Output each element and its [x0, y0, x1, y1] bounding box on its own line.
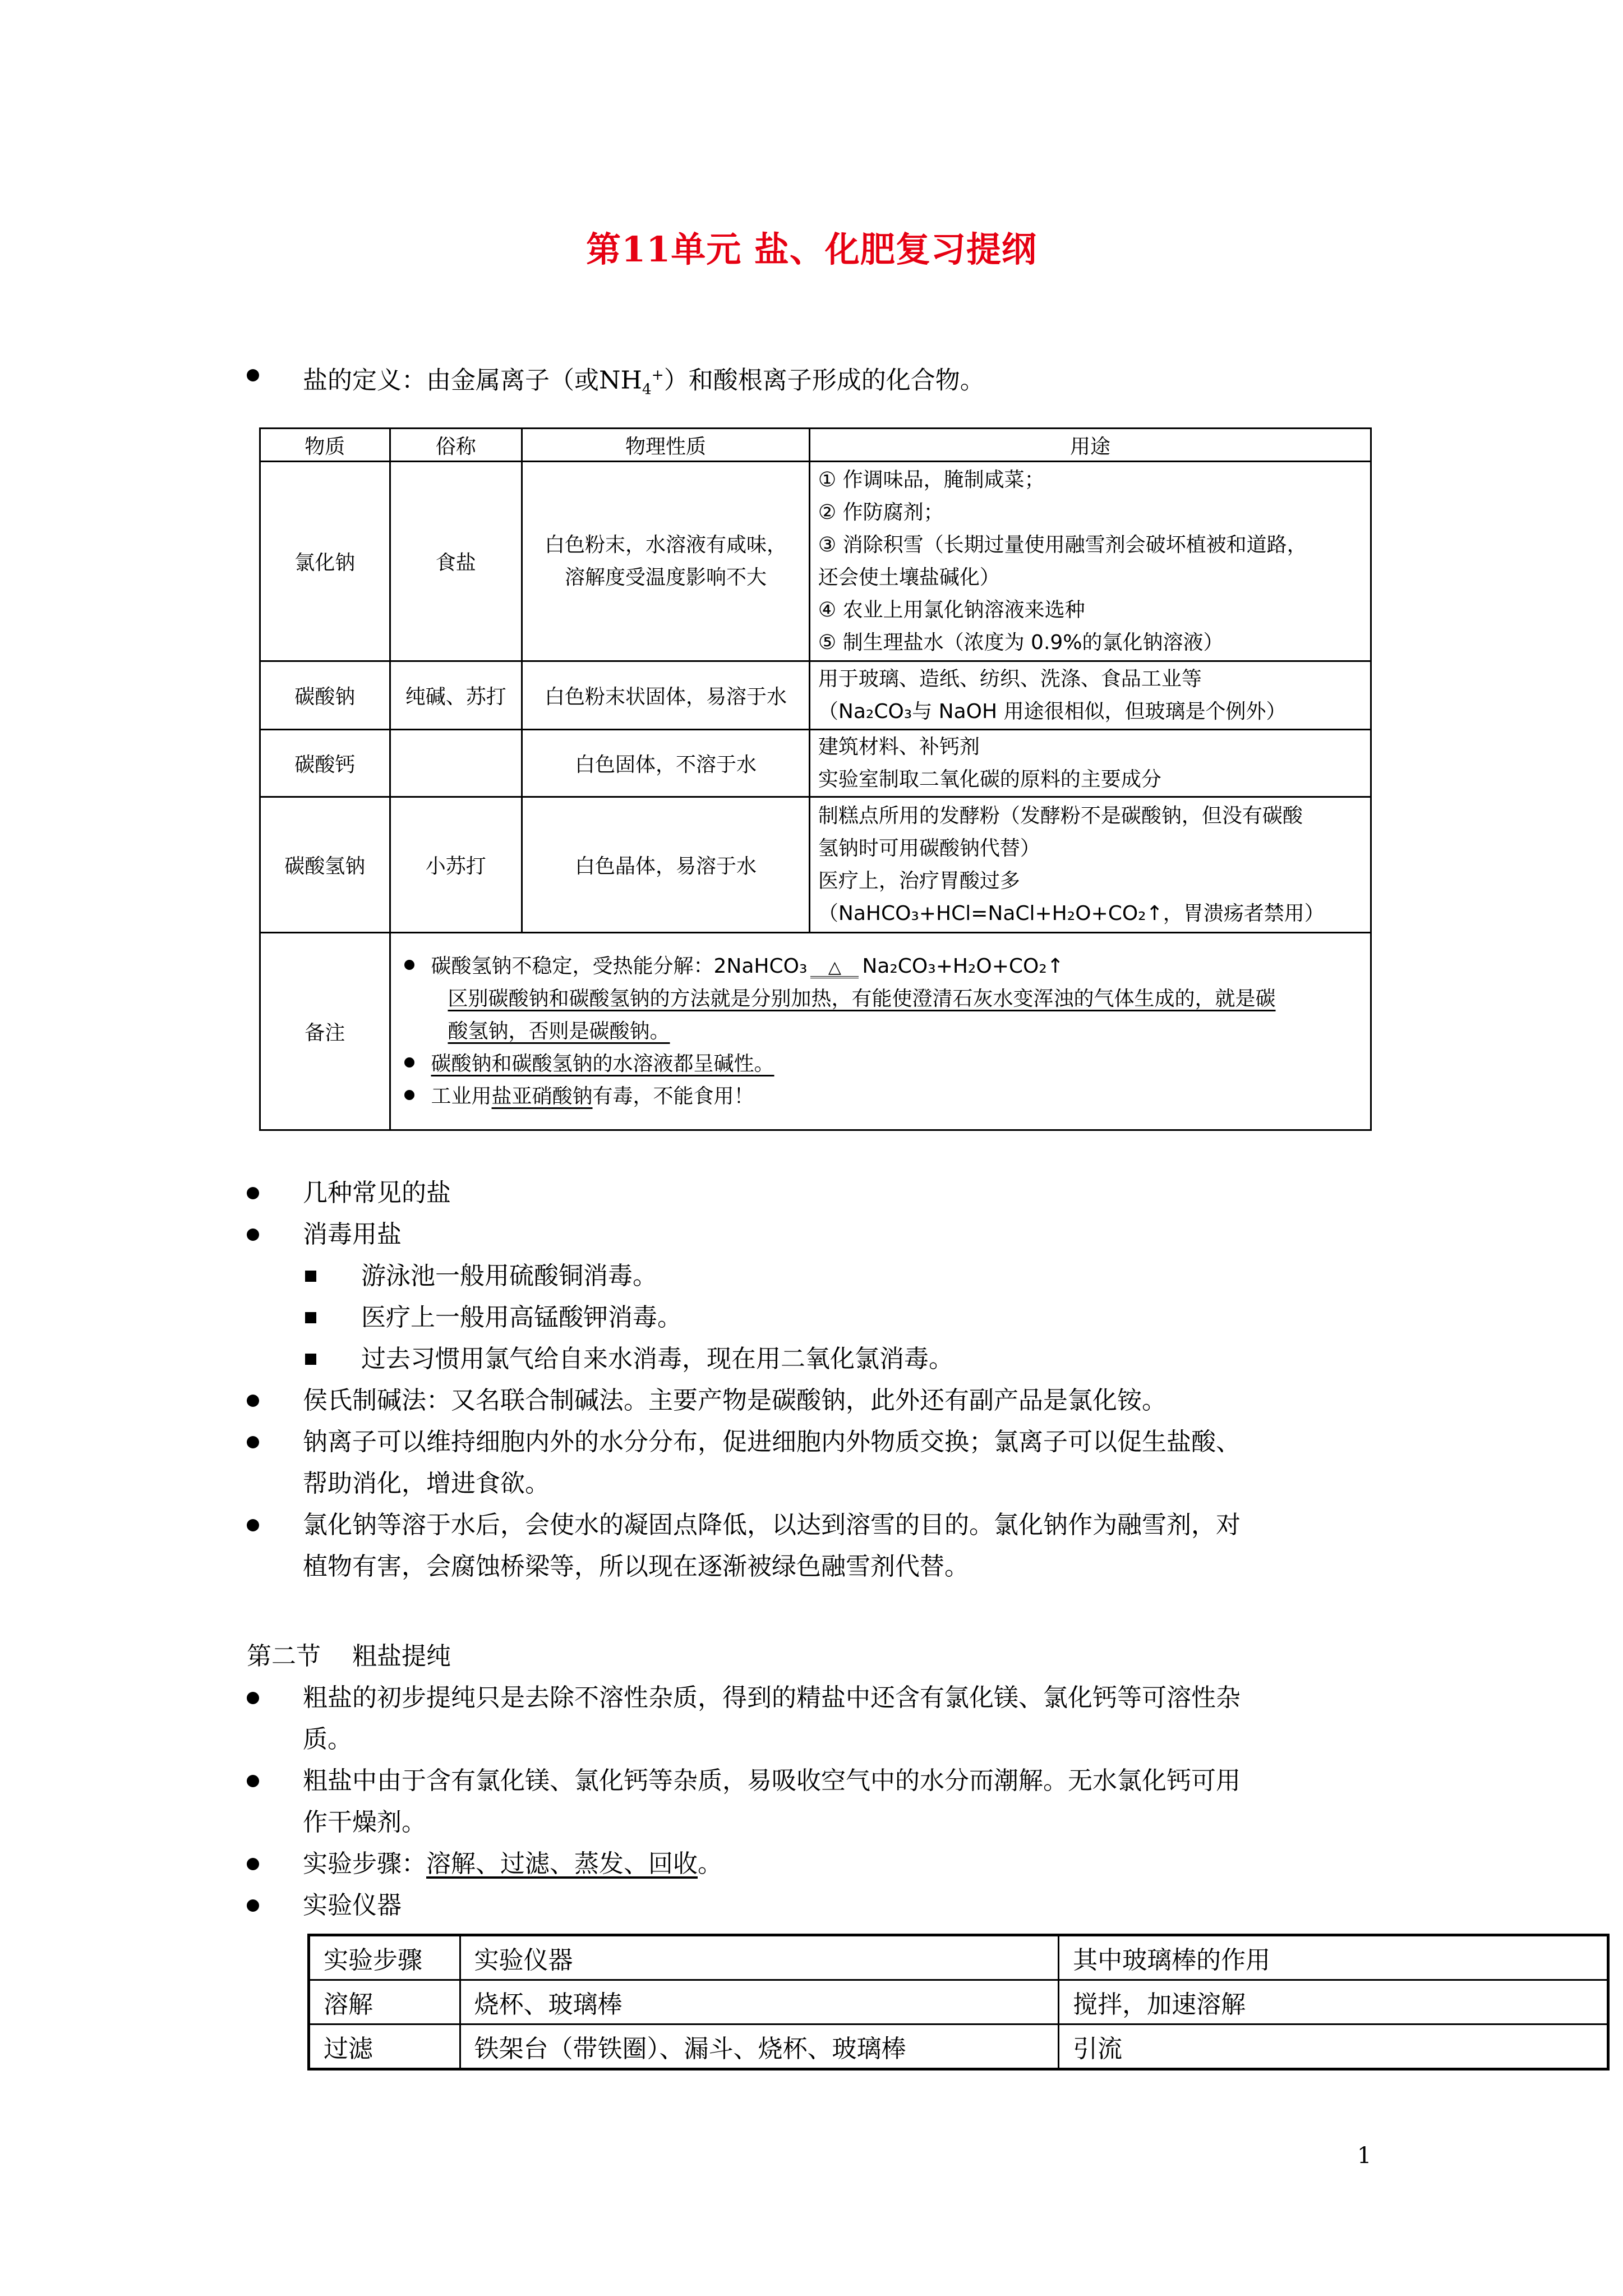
note-4: 工业用盐亚硝酸钠有毒，不能食用！	[404, 1080, 1365, 1113]
list-item: 过去习惯用氯气给自来水消毒，现在用二氧化氯消毒。	[361, 1345, 953, 1373]
header-physical: 物理性质	[522, 429, 810, 462]
cell-uses: 建筑材料、补钙剂 实验室制取二氧化碳的原料的主要成分	[809, 730, 1371, 797]
note-3: 碳酸钠和碳酸氢钠的水溶液都呈碱性。	[404, 1048, 1365, 1080]
section-heading: 第二节 粗盐提纯	[247, 1642, 451, 1671]
bullet-icon	[247, 1858, 259, 1870]
cell-notes: 碳酸氢钠不稳定，受热能分解：2NaHCO₃ △ Na₂CO₃+H₂O+CO₂↑ 区别碳酸钠和碳酸氢钠的方法就是分别加热，有能使澄清石灰水变浑浊的气体生成的，就是碳 酸氢钠，否则是碳酸钠。 碳酸钠和碳酸氢钠的水溶液都呈碱性。 工业用盐亚硝酸钠有毒，不能食用！	[390, 933, 1371, 1130]
cell-common	[390, 730, 522, 797]
header-substance: 物质	[260, 429, 390, 462]
list-item: 帮助消化，增进食欲。	[303, 1469, 550, 1498]
list-item: 消毒用盐	[303, 1220, 402, 1249]
cell-uses: 用于玻璃、造纸、纺织、洗涤、食品工业等 （Na₂CO₃与 NaOH 用途很相似，但玻璃是个例外）	[809, 661, 1371, 730]
bullet-icon	[404, 960, 414, 970]
bullet-icon	[247, 1436, 259, 1448]
list-item: 植物有害，会腐蚀桥梁等，所以现在逐渐被绿色融雪剂代替。	[303, 1552, 969, 1581]
cell-common: 小苏打	[390, 797, 522, 933]
square-bullet-icon	[305, 1271, 316, 1282]
cell-common: 纯碱、苏打	[390, 661, 522, 730]
cell-physical: 白色粉末状固体，易溶于水	[522, 661, 810, 730]
bullet-icon	[247, 1519, 259, 1531]
list-item: 医疗上一般用高锰酸钾消毒。	[361, 1303, 682, 1332]
salt-definition: 盐的定义：由金属离子（或$NH_4^+$）和酸根离子形成的化合物。	[303, 366, 985, 398]
table-header-row: 实验步骤 实验仪器 其中玻璃棒的作用	[309, 1935, 1608, 1980]
table-row	[260, 462, 1371, 661]
cell-name: 碳酸钙	[260, 730, 390, 797]
instrument-table	[307, 1934, 1610, 2070]
list-item: 几种常见的盐	[303, 1179, 451, 1207]
list-item: 实验步骤：溶解、过滤、蒸发、回收。	[303, 1849, 722, 1878]
note-1: 碳酸氢钠不稳定，受热能分解：2NaHCO₃ △ Na₂CO₃+H₂O+CO₂↑	[404, 950, 1365, 983]
table-row-notes	[260, 933, 1371, 1130]
list-item: 粗盐中由于含有氯化镁、氯化钙等杂质，易吸收空气中的水分而潮解。无水氯化钙可用	[303, 1766, 1241, 1795]
table-row	[260, 797, 1371, 933]
table-header-row	[260, 429, 1371, 462]
bullet-icon	[247, 1775, 259, 1787]
list-item: 游泳池一般用硫酸铜消毒。	[361, 1262, 657, 1290]
table-row: 过滤 铁架台（带铁圈）、漏斗、烧杯、玻璃棒 引流	[309, 2024, 1608, 2069]
bullet-icon	[247, 1899, 259, 1912]
list-item: 作干燥剂。	[303, 1808, 426, 1837]
page-number: 1	[1357, 2143, 1372, 2169]
square-bullet-icon	[305, 1354, 316, 1365]
list-item: 钠离子可以维持细胞内外的水分分布，促进细胞内外物质交换；氯离子可以促生盐酸、	[303, 1428, 1241, 1456]
cell-note-label: 备注	[260, 933, 390, 1130]
square-bullet-icon	[305, 1312, 316, 1323]
bullet-icon	[247, 1228, 259, 1241]
cell-uses: ① 作调味品，腌制咸菜； ② 作防腐剂； ③ 消除积雪（长期过量使用融雪剂会破坏植被和道路， 还会使土壤盐碱化） ④ 农业上用氯化钠溶液来选种 ⑤ 制生理盐水（浓度为 0.9%的氯化钠溶液）	[809, 462, 1371, 661]
cell-uses: 制糕点所用的发酵粉（发酵粉不是碳酸钠，但没有碳酸 氢钠时可用碳酸钠代替） 医疗上，治疗胃酸过多 （NaHCO₃+HCl=NaCl+H₂O+CO₂↑，胃溃疡者禁用）	[809, 797, 1371, 933]
list-item: 侯氏制碱法：又名联合制碱法。主要产物是碳酸钠，此外还有副产品是氯化铵。	[303, 1386, 1166, 1415]
cell-name: 氯化钠	[260, 462, 390, 661]
cell-name: 碳酸钠	[260, 661, 390, 730]
cell-physical: 白色固体，不溶于水	[522, 730, 810, 797]
cell-physical: 白色粉末，水溶液有咸味， 溶解度受温度影响不大	[522, 462, 810, 661]
cell-physical: 白色晶体，易溶于水	[522, 797, 810, 933]
list-item: 粗盐的初步提纯只是去除不溶性杂质，得到的精盐中还含有氯化镁、氯化钙等可溶性杂	[303, 1683, 1241, 1712]
bullet-icon	[404, 1057, 414, 1068]
header-common-name: 俗称	[390, 429, 522, 462]
reaction-condition: △	[810, 958, 859, 978]
page-title: 第11单元 盐、化肥复习提纲	[586, 229, 1037, 270]
list-item: 实验仪器	[303, 1891, 402, 1920]
bullet-icon	[247, 1692, 259, 1704]
cell-name: 碳酸氢钠	[260, 797, 390, 933]
bullet-icon	[404, 1090, 414, 1100]
bullet-icon	[247, 1187, 259, 1199]
table-row: 溶解 烧杯、玻璃棒 搅拌，加速溶解	[309, 1980, 1608, 2024]
list-item: 质。	[303, 1725, 352, 1754]
bullet-icon	[247, 1395, 259, 1407]
table-row	[260, 730, 1371, 797]
header-uses: 用途	[809, 429, 1371, 462]
bullet-icon	[247, 369, 259, 381]
list-item: 氯化钠等溶于水后，会使水的凝固点降低，以达到溶雪的目的。氯化钠作为融雪剂，对	[303, 1511, 1241, 1539]
table-row	[260, 661, 1371, 730]
salt-table	[259, 427, 1372, 1131]
cell-common: 食盐	[390, 462, 522, 661]
